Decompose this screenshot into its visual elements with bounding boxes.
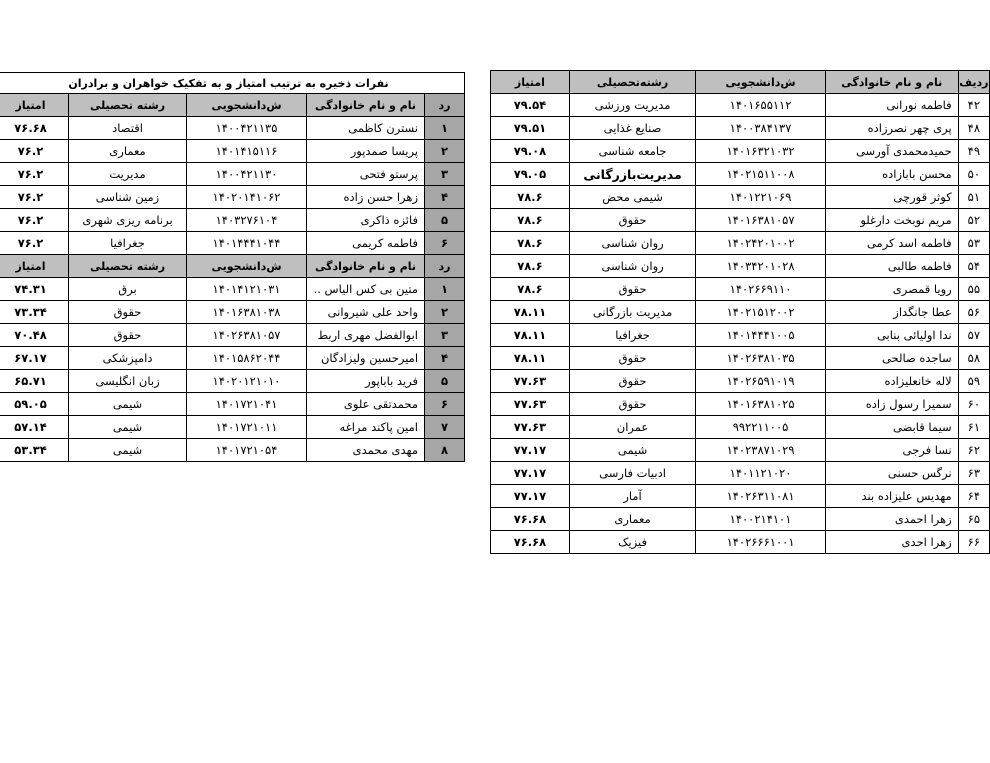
score: ۷۶.۲	[0, 163, 69, 186]
student-id: ۱۴۰۱۵۸۶۲۰۴۴	[187, 347, 307, 370]
row-index: ۵۳	[958, 232, 989, 255]
header-name: نام و نام خانوادگی	[307, 255, 425, 278]
score: ۷۴.۳۱	[0, 278, 69, 301]
student-name: متین بی کس الیاس ..	[307, 278, 425, 301]
score: ۷۹.۵۱	[491, 117, 570, 140]
student-id: ۱۴۰۱۴۱۵۱۱۶	[187, 140, 307, 163]
student-name: زهرا احدی	[825, 531, 958, 554]
student-name: پری چهر نصرزاده	[825, 117, 958, 140]
rank: ۵	[425, 370, 465, 393]
table-row	[0, 209, 465, 232]
student-id: ۱۴۰۱۴۱۲۱۰۳۱	[187, 278, 307, 301]
row-index: ۴۲	[958, 94, 989, 117]
field-of-study: حقوق	[569, 347, 695, 370]
field-of-study: جغرافیا	[569, 324, 695, 347]
student-id: ۱۴۰۲۶۶۶۱۰۰۱	[696, 531, 826, 554]
student-name: نسا فرجی	[825, 439, 958, 462]
student-name: فائزه ذاکری	[307, 209, 425, 232]
header-field: رشته‌تحصیلی	[569, 71, 695, 94]
score: ۶۵.۷۱	[0, 370, 69, 393]
student-id: ۱۴۰۲۴۲۰۱۰۰۲	[696, 232, 826, 255]
table-row	[491, 324, 990, 347]
student-id: ۱۴۰۲۶۳۸۱۰۳۵	[696, 347, 826, 370]
score: ۷۶.۲	[0, 232, 69, 255]
student-name: نرگس حسنی	[825, 462, 958, 485]
men-group	[0, 278, 465, 462]
score: ۷۷.۶۳	[491, 370, 570, 393]
field-of-study: جامعه شناسی	[569, 140, 695, 163]
student-id: ۱۴۰۰۳۸۴۱۳۷	[696, 117, 826, 140]
table-row	[491, 301, 990, 324]
student-name: حمیدمحمدی آورسی	[825, 140, 958, 163]
field-of-study: صنایع غذایی	[569, 117, 695, 140]
student-id: ۱۴۰۱۶۵۵۱۱۲	[696, 94, 826, 117]
row-index: ۴۸	[958, 117, 989, 140]
score: ۷۶.۲	[0, 209, 69, 232]
field-of-study: زمین شناسی	[69, 186, 187, 209]
row-index: ۵۰	[958, 163, 989, 186]
score: ۶۷.۱۷	[0, 347, 69, 370]
student-name: امین پاکند مراغه	[307, 416, 425, 439]
student-id: ۹۹۲۲۱۱۰۰۵	[696, 416, 826, 439]
row-index: ۶۰	[958, 393, 989, 416]
table-row	[491, 186, 990, 209]
table-row	[491, 278, 990, 301]
row-index: ۶۲	[958, 439, 989, 462]
score: ۷۳.۳۴	[0, 301, 69, 324]
field-of-study: حقوق	[569, 209, 695, 232]
student-id: ۱۴۰۱۷۲۱۰۱۱	[187, 416, 307, 439]
row-index: ۵۲	[958, 209, 989, 232]
table-row	[491, 485, 990, 508]
field-of-study: مدیریت بازرگانی	[569, 301, 695, 324]
row-index: ۶۶	[958, 531, 989, 554]
header-score: امتیاز	[0, 94, 69, 117]
student-name: سمیرا رسول زاده	[825, 393, 958, 416]
rank: ۸	[425, 439, 465, 462]
table-row	[491, 393, 990, 416]
header-score: امتیاز	[0, 255, 69, 278]
field-of-study: حقوق	[69, 324, 187, 347]
score: ۷۶.۶۸	[0, 117, 69, 140]
student-id: ۱۴۰۳۴۲۰۱۰۲۸	[696, 255, 826, 278]
rank: ۳	[425, 324, 465, 347]
table-row	[491, 439, 990, 462]
field-of-study: دامپزشکی	[69, 347, 187, 370]
student-id: ۱۴۰۱۴۴۴۱۰۰۵	[696, 324, 826, 347]
student-id: ۱۴۰۱۶۳۸۱۰۳۸	[187, 301, 307, 324]
score: ۷۶.۶۸	[491, 508, 570, 531]
field-of-study: روان شناسی	[569, 232, 695, 255]
field-of-study: شیمی محض	[569, 186, 695, 209]
student-id: ۱۴۰۱۲۲۱۰۶۹	[696, 186, 826, 209]
table-row	[0, 278, 465, 301]
student-name: ساجده صالحی	[825, 347, 958, 370]
student-id: ۱۴۰۰۴۲۱۱۳۰	[187, 163, 307, 186]
student-name: ندا اولیائی بنابی	[825, 324, 958, 347]
score: ۷۷.۶۳	[491, 393, 570, 416]
student-name: زهرا احمدی	[825, 508, 958, 531]
field-of-study: حقوق	[69, 301, 187, 324]
field-of-study: برق	[69, 278, 187, 301]
field-of-study: شیمی	[69, 439, 187, 462]
table-header-row	[0, 94, 465, 117]
row-index: ۶۳	[958, 462, 989, 485]
rank: ۶	[425, 232, 465, 255]
row-index: ۵۹	[958, 370, 989, 393]
table-row	[491, 370, 990, 393]
table-header-row	[0, 255, 465, 278]
ranking-table-main	[490, 70, 990, 554]
student-name: لاله خانعلیزاده	[825, 370, 958, 393]
student-id: ۱۴۰۲۱۵۱۲۰۰۲	[696, 301, 826, 324]
score: ۷۸.۶	[491, 255, 570, 278]
student-name: سیما قابضی	[825, 416, 958, 439]
student-name: مهدیس علیزاده بند	[825, 485, 958, 508]
field-of-study: آمار	[569, 485, 695, 508]
student-id: ۱۴۰۲۶۳۱۱۰۸۱	[696, 485, 826, 508]
student-name: پرستو فتحی	[307, 163, 425, 186]
student-name: ابوالفضل مهری اربط	[307, 324, 425, 347]
table-row	[0, 163, 465, 186]
student-name: پریسا صمدپور	[307, 140, 425, 163]
table-row	[0, 347, 465, 370]
field-of-study: معماری	[569, 508, 695, 531]
field-of-study: جغرافیا	[69, 232, 187, 255]
score: ۵۳.۳۴	[0, 439, 69, 462]
field-of-study: معماری	[69, 140, 187, 163]
field-of-study: حقوق	[569, 370, 695, 393]
student-id: ۱۴۰۱۴۴۴۱۰۴۴	[187, 232, 307, 255]
score: ۷۷.۱۷	[491, 439, 570, 462]
score: ۷۹.۰۵	[491, 163, 570, 186]
student-id: ۱۴۰۰۲۱۴۱۰۱	[696, 508, 826, 531]
row-index: ۵۷	[958, 324, 989, 347]
table-row	[0, 117, 465, 140]
rank: ۴	[425, 186, 465, 209]
student-name: واحد علی شیروانی	[307, 301, 425, 324]
student-name: فرید باباپور	[307, 370, 425, 393]
student-name: فاطمه طالبی	[825, 255, 958, 278]
row-index: ۵۵	[958, 278, 989, 301]
score: ۷۷.۶۳	[491, 416, 570, 439]
table-row	[491, 163, 990, 186]
table-row	[491, 508, 990, 531]
field-of-study: برنامه ریزی شهری	[69, 209, 187, 232]
row-index: ۶۵	[958, 508, 989, 531]
score: ۷۸.۶	[491, 209, 570, 232]
student-id: ۱۴۰۲۳۸۷۱۰۲۹	[696, 439, 826, 462]
header-idx: ردیف	[958, 71, 989, 94]
student-id: ۱۴۰۳۲۷۶۱۰۴	[187, 209, 307, 232]
row-index: ۴۹	[958, 140, 989, 163]
table-row	[491, 232, 990, 255]
student-id: ۱۴۰۱۶۳۲۱۰۳۲	[696, 140, 826, 163]
student-id: ۱۴۰۲۱۵۱۱۰۰۸	[696, 163, 826, 186]
table-row	[0, 324, 465, 347]
table-header-row	[491, 71, 990, 94]
table-title-row	[0, 73, 465, 94]
score: ۷۸.۶	[491, 278, 570, 301]
student-name: امیرحسین ولیزادگان	[307, 347, 425, 370]
table-row	[0, 301, 465, 324]
table-row	[0, 232, 465, 255]
student-name: محمدتقی علوی	[307, 393, 425, 416]
table-body	[491, 94, 990, 554]
field-of-study: ادبیات فارسی	[569, 462, 695, 485]
rank: ۳	[425, 163, 465, 186]
header-student-id: ش‌دانشجویی	[187, 94, 307, 117]
header-student-id: ش‌دانشجویی	[187, 255, 307, 278]
score: ۷۶.۶۸	[491, 531, 570, 554]
row-index: ۵۶	[958, 301, 989, 324]
table-row	[491, 94, 990, 117]
table-row	[491, 347, 990, 370]
row-index: ۶۱	[958, 416, 989, 439]
student-name: زهرا حسن زاده	[307, 186, 425, 209]
score: ۵۷.۱۴	[0, 416, 69, 439]
score: ۷۶.۲	[0, 140, 69, 163]
row-index: ۶۴	[958, 485, 989, 508]
score: ۷۸.۱۱	[491, 347, 570, 370]
header-rank: رد	[425, 94, 465, 117]
header-student-id: ش‌دانشجویی	[696, 71, 826, 94]
header-field: رشته تحصیلی	[69, 94, 187, 117]
women-group	[0, 117, 465, 255]
row-index: ۵۴	[958, 255, 989, 278]
student-id: ۱۴۰۲۶۳۸۱۰۵۷	[187, 324, 307, 347]
student-name: محسن بابازاده	[825, 163, 958, 186]
student-name: فاطمه نورانی	[825, 94, 958, 117]
field-of-study: مدیریت	[69, 163, 187, 186]
header-score: امتیاز	[491, 71, 570, 94]
field-of-study: فیزیک	[569, 531, 695, 554]
score: ۷۰.۴۸	[0, 324, 69, 347]
rank: ۲	[425, 140, 465, 163]
student-name: نسترن کاظمی	[307, 117, 425, 140]
table-row	[491, 140, 990, 163]
table-row	[0, 393, 465, 416]
table-row	[491, 209, 990, 232]
field-of-study: زبان انگلیسی	[69, 370, 187, 393]
row-index: ۵۸	[958, 347, 989, 370]
table-row	[0, 370, 465, 393]
student-name: فاطمه کریمی	[307, 232, 425, 255]
header-name: نام و نام خانوادگی	[825, 71, 958, 94]
table-row	[0, 140, 465, 163]
table-row	[491, 255, 990, 278]
score: ۷۷.۱۷	[491, 462, 570, 485]
score: ۷۷.۱۷	[491, 485, 570, 508]
reserve-table	[0, 72, 465, 462]
student-id: ۱۴۰۱۱۲۱۰۲۰	[696, 462, 826, 485]
student-id: ۱۴۰۲۶۵۹۱۰۱۹	[696, 370, 826, 393]
student-name: فاطمه اسد کرمی	[825, 232, 958, 255]
student-id: ۱۴۰۱۷۲۱۰۴۱	[187, 393, 307, 416]
field-of-study: شیمی	[69, 416, 187, 439]
score: ۷۹.۰۸	[491, 140, 570, 163]
field-of-study: شیمی	[69, 393, 187, 416]
header-name: نام و نام خانوادگی	[307, 94, 425, 117]
field-of-study: اقتصاد	[69, 117, 187, 140]
field-of-study: عمران	[569, 416, 695, 439]
rank: ۱	[425, 278, 465, 301]
field-of-study: حقوق	[569, 278, 695, 301]
score: ۷۸.۶	[491, 186, 570, 209]
table-row	[491, 117, 990, 140]
score: ۷۸.۱۱	[491, 301, 570, 324]
rank: ۷	[425, 416, 465, 439]
student-name: عطا جانگداز	[825, 301, 958, 324]
table-row	[0, 439, 465, 462]
student-id: ۱۴۰۱۶۳۸۱۰۵۷	[696, 209, 826, 232]
header-field: رشته تحصیلی	[69, 255, 187, 278]
student-id: ۱۴۰۲۶۶۹۱۱۰	[696, 278, 826, 301]
field-of-study: مدیریت ورزشی	[569, 94, 695, 117]
student-id: ۱۴۰۲۰۱۲۱۰۱۰	[187, 370, 307, 393]
table-row	[491, 416, 990, 439]
rank: ۴	[425, 347, 465, 370]
table-row	[0, 416, 465, 439]
student-name: مهدی محمدی	[307, 439, 425, 462]
table-row	[491, 462, 990, 485]
table-row	[0, 186, 465, 209]
student-id: ۱۴۰۲۰۱۴۱۰۶۲	[187, 186, 307, 209]
score: ۵۹.۰۵	[0, 393, 69, 416]
rank: ۱	[425, 117, 465, 140]
score: ۷۹.۵۴	[491, 94, 570, 117]
field-of-study: حقوق	[569, 393, 695, 416]
rank: ۶	[425, 393, 465, 416]
student-name: رویا قمصری	[825, 278, 958, 301]
header-rank: رد	[425, 255, 465, 278]
rank: ۲	[425, 301, 465, 324]
student-id: ۱۴۰۱۶۳۸۱۰۲۵	[696, 393, 826, 416]
field-of-study: شیمی	[569, 439, 695, 462]
row-index: ۵۱	[958, 186, 989, 209]
reserve-table-title: نفرات ذخیره به ترتیب امتیاز و به تفکیک خواهران و برادران	[0, 73, 465, 94]
field-of-study: روان شناسی	[569, 255, 695, 278]
score: ۷۸.۶	[491, 232, 570, 255]
student-id: ۱۴۰۰۴۲۱۱۳۵	[187, 117, 307, 140]
table-row	[491, 531, 990, 554]
field-of-study: مدیریت‌بازرگانی	[569, 163, 695, 186]
student-name: کوثر قورچی	[825, 186, 958, 209]
student-name: مریم نوبخت دارغلو	[825, 209, 958, 232]
student-id: ۱۴۰۱۷۲۱۰۵۴	[187, 439, 307, 462]
rank: ۵	[425, 209, 465, 232]
score: ۷۶.۲	[0, 186, 69, 209]
score: ۷۸.۱۱	[491, 324, 570, 347]
